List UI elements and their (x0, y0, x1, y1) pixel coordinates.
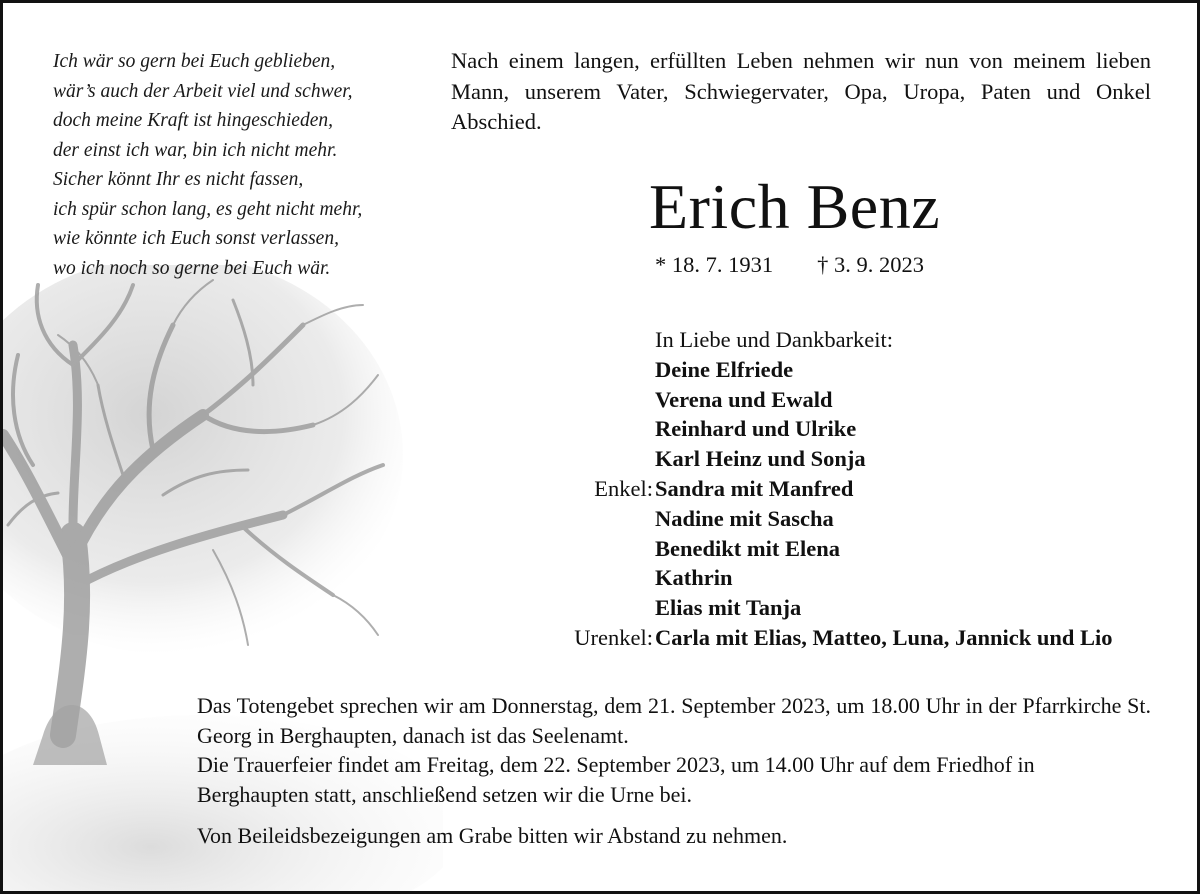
great-grandchildren-names: Carla mit Elias, Matteo, Luna, Jannick und Lio (655, 624, 1113, 650)
funeral-notice-line: Die Trauerfeier findet am Freitag, dem 22. September 2023, um 14.00 Uhr auf dem Friedhof in (197, 752, 1035, 778)
list-item (563, 474, 1113, 504)
poem-line: wo ich noch so gerne bei Euch wär. (53, 257, 331, 279)
death-date: † 3. 9. 2023 (817, 252, 924, 277)
poem-line: Ich wär so gern bei Euch geblieben, (53, 51, 336, 72)
mourner-name: Karl Heinz und Sonja (655, 446, 866, 472)
poem-line: wie könnte ich Euch sonst verlassen, (53, 228, 339, 249)
intro-text: Nach einem langen, erfüllten Leben nehmen wir nun von meinem lieben Mann, unserem Vater, Schwiegervater, Opa, Uropa, Paten und Onkel Abschied. (451, 48, 1151, 134)
poem-line: wär’s auch der Arbeit viel und schwer, (53, 80, 353, 102)
list-item (563, 593, 1113, 623)
poem-line: Sicher könnt Ihr es nicht fassen, (53, 169, 304, 190)
mourner-name: Deine Elfriede (655, 356, 794, 382)
mourner-name: Verena und Ewald (655, 386, 833, 412)
mourner-name: Reinhard und Ulrike (655, 416, 857, 442)
funeral-notice-line: Berghaupten statt, anschließend setzen wir die Urne bei. (197, 781, 693, 807)
grandchildren-label: Enkel: (594, 475, 653, 501)
grandchild-name: Nadine mit Sascha (655, 505, 834, 531)
list-item (563, 623, 1113, 653)
list-item (563, 504, 1113, 534)
poem-line: ich spür schon lang, es geht nicht mehr, (53, 198, 363, 220)
family-heading: In Liebe und Dankbarkeit: (655, 327, 894, 352)
closing-request: Von Beileidsbezeigungen am Grabe bitten wir Abstand zu nehmen. (197, 823, 788, 848)
list-item (563, 444, 1113, 474)
grandchild-name: Kathrin (655, 565, 733, 591)
life-dates (655, 250, 924, 280)
prayer-notice: Das Totengebet sprechen wir am Donnerstag, dem 21. September 2023, um 18.00 Uhr in der Pfarrkirche St. Georg in Berghaupten, danach ist das Seelenamt. (197, 693, 1151, 748)
list-item (563, 385, 1113, 415)
service-notice (197, 691, 1151, 809)
birth-date: * 18. 7. 1931 (655, 252, 774, 277)
grandchild-name: Sandra mit Manfred (655, 475, 854, 501)
poem-line: der einst ich war, bin ich nicht mehr. (53, 139, 338, 161)
great-grandchildren-label: Urenkel: (574, 624, 653, 650)
deceased-name: Erich Benz (649, 171, 941, 242)
poem (53, 47, 362, 283)
grandchild-name: Elias mit Tanja (655, 595, 802, 621)
list-item (563, 534, 1113, 564)
poem-line: doch meine Kraft ist hingeschieden, (53, 110, 333, 131)
list-item (563, 563, 1113, 593)
mourners-list (563, 325, 1113, 653)
list-item (563, 414, 1113, 444)
grandchild-name: Benedikt mit Elena (655, 535, 841, 561)
list-item (563, 325, 1113, 355)
list-item (563, 355, 1113, 385)
